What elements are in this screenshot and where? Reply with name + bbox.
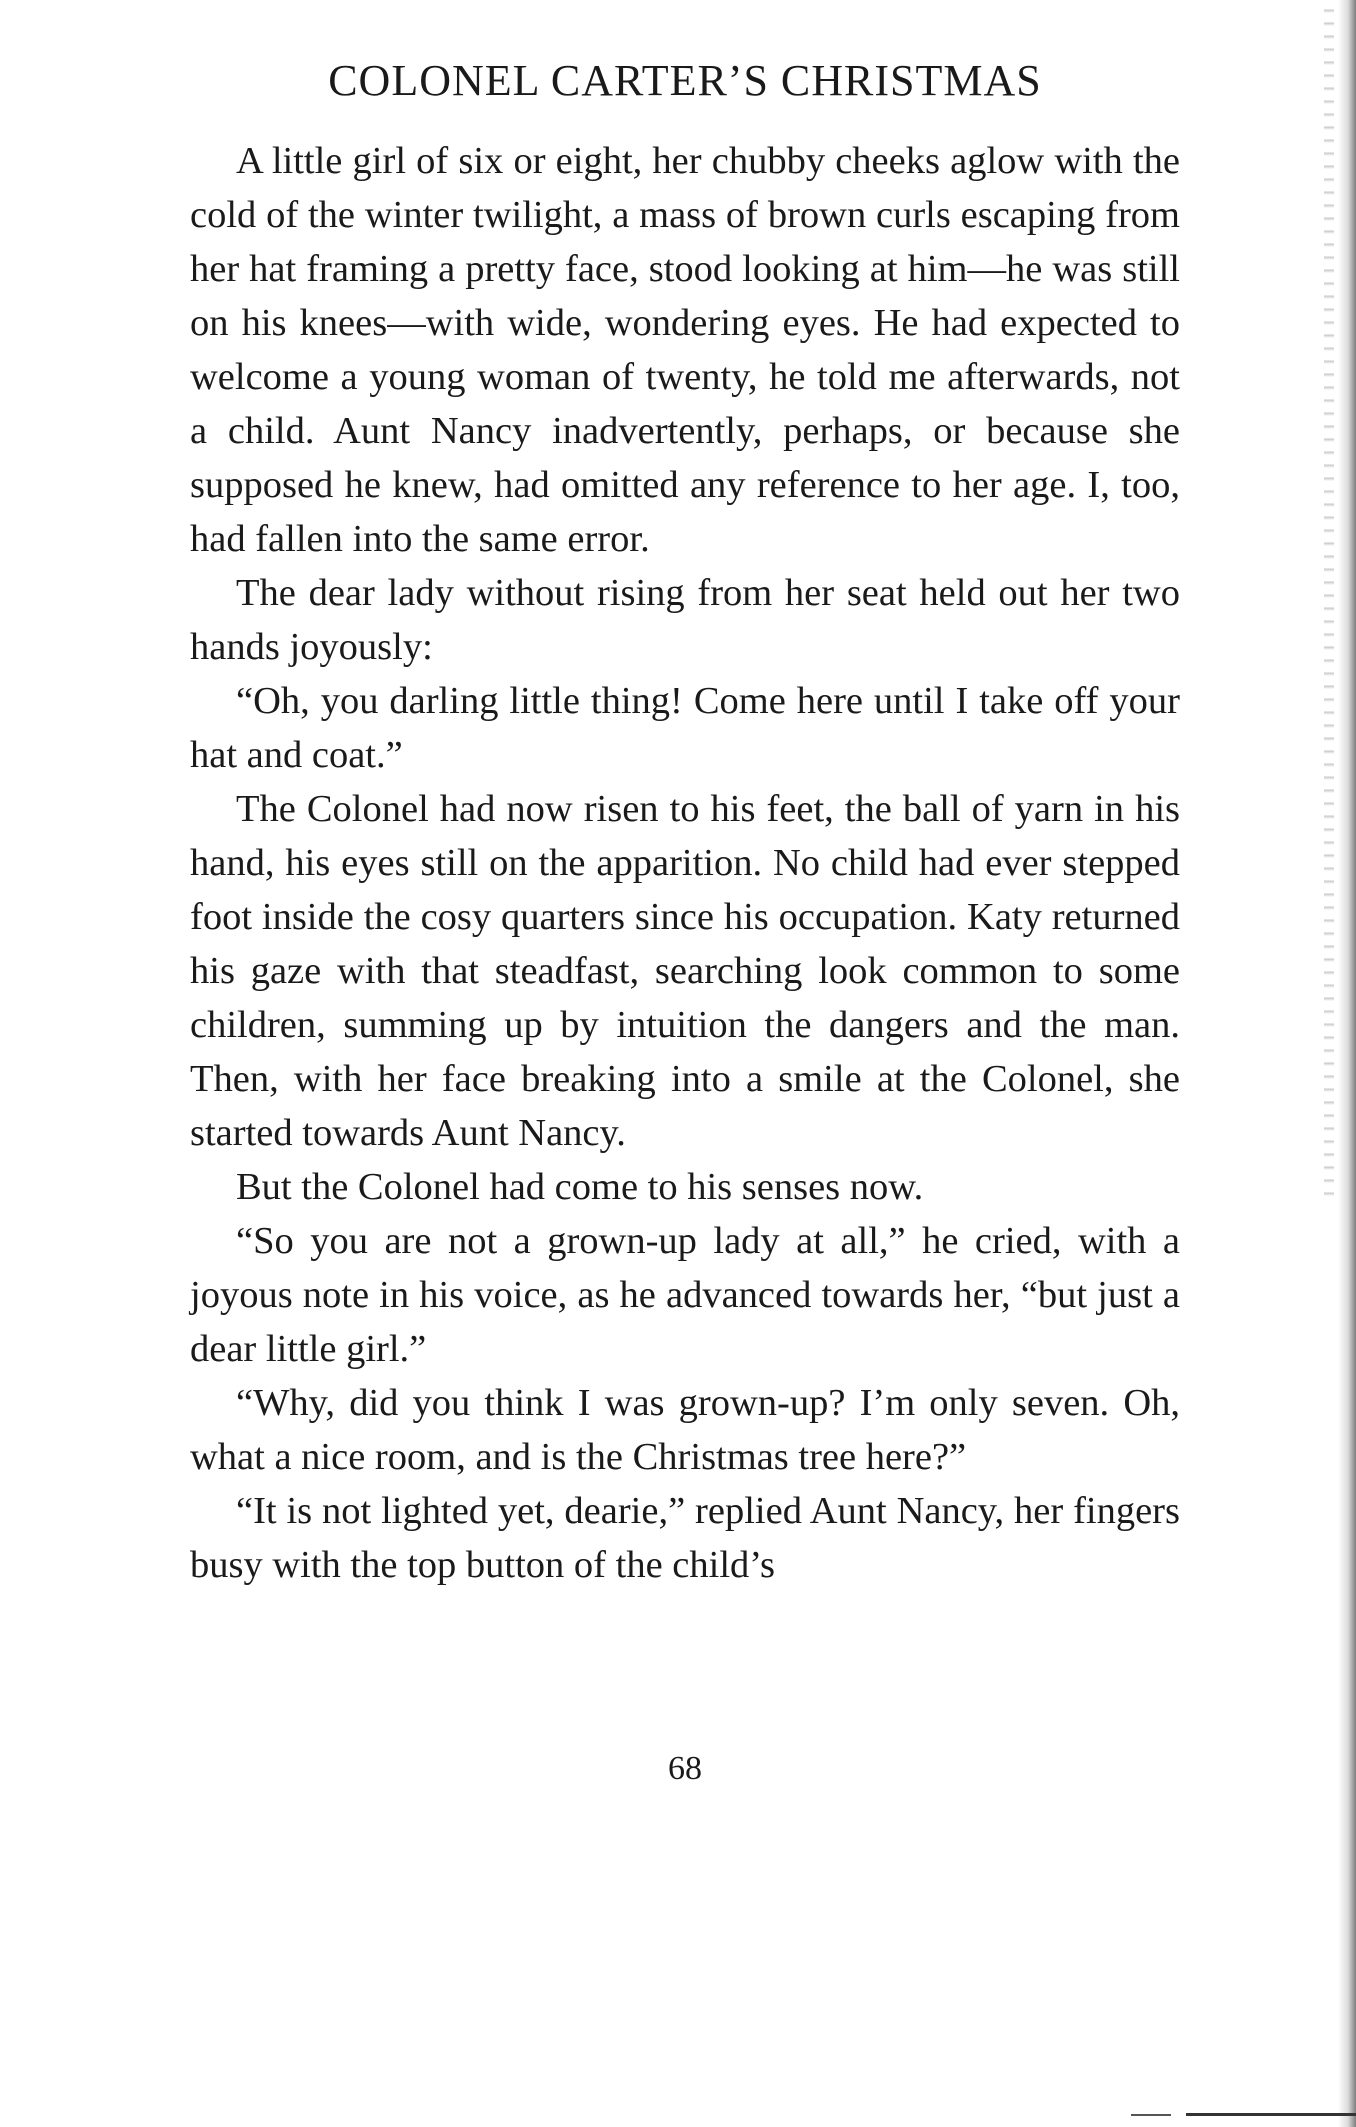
binding-shadow (1338, 0, 1356, 2127)
paragraph-7: “Why, did you think I was grown-up? I’m only seven. Oh, what a nice room, and is the Christmas tree here?” (190, 1382, 1180, 1478)
paragraph-3: “Oh, you darling little thing! Come here until I take off your hat and coat.” (190, 680, 1180, 776)
bottom-rule-short (1131, 2114, 1171, 2116)
paragraph-2: The dear lady without rising from her seat held out her two hands joyously: (190, 572, 1180, 668)
page-number: 68 (668, 1750, 702, 1787)
binding-speckle (1324, 0, 1334, 1200)
paragraph-1: A little girl of six or eight, her chubby cheeks aglow with the cold of the winter twilight, a mass of brown curls escaping from her hat framing a pretty face, stood looking at him—he was still on his knees—with wide, wondering eyes. He had expected to welcome a young woman of twenty, he told me afterwards, not a child. Aunt Nancy inadvertently, perhaps, or because she supposed he knew, had omitted any reference to her age. I, too, had fallen into the same error. (190, 140, 1180, 560)
paragraph-5: But the Colonel had come to his senses now. (236, 1166, 924, 1208)
body-text (190, 134, 1180, 1592)
paragraph-8: “It is not lighted yet, dearie,” replied Aunt Nancy, her fingers busy with the top button of the child’s (190, 1490, 1180, 1586)
paragraph-6: “So you are not a grown-up lady at all,” he cried, with a joyous note in his voice, as he advanced towards her, “but just a dear little girl.” (190, 1220, 1180, 1370)
paragraph-4: The Colonel had now risen to his feet, the ball of yarn in his hand, his eyes still on the apparition. No child had ever stepped foot inside the cosy quarters since his occupation. Katy returned his gaze with that steadfast, searching look common to some children, summing up by intuition the dangers and the man. Then, with her face breaking into a smile at the Colonel, she started towards Aunt Nancy. (190, 788, 1180, 1154)
bottom-rule (1186, 2113, 1356, 2116)
running-head: COLONEL CARTER’S CHRISTMAS (328, 56, 1042, 105)
